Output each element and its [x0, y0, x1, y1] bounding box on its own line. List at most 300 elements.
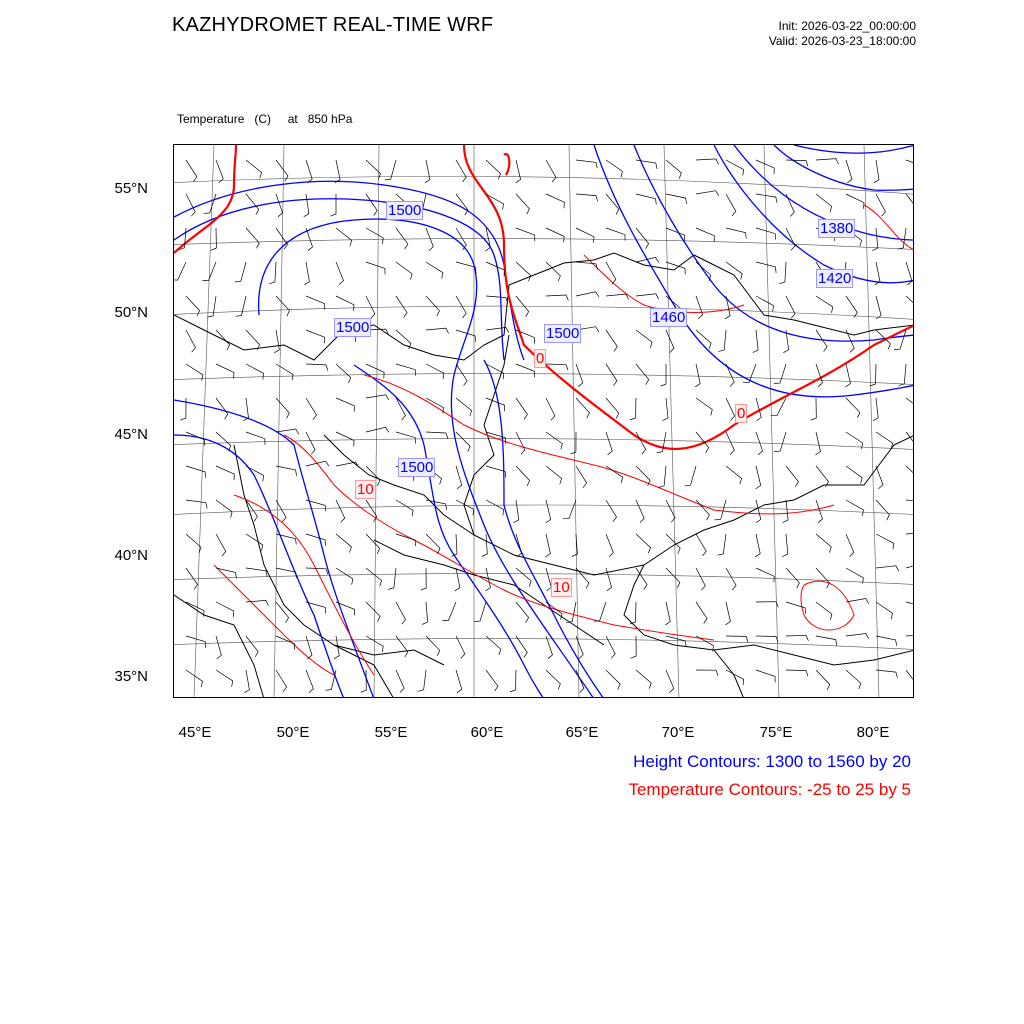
- wind-barb: [456, 398, 472, 416]
- lon-label: 70°E: [661, 724, 695, 741]
- wind-barb: [782, 534, 787, 557]
- temperature-legend: Temperature Contours: -25 to 25 by 5: [628, 780, 911, 799]
- wind-barb: [636, 432, 646, 454]
- wind-barb: [876, 670, 898, 678]
- wind-barb: [545, 534, 550, 557]
- wind-barb: [546, 295, 568, 301]
- wind-barb: [756, 228, 776, 240]
- wind-barb: [846, 296, 857, 318]
- wind-barb: [306, 228, 313, 251]
- wind-barb: [663, 398, 668, 421]
- wind-barb: [426, 500, 447, 510]
- wind-barb: [816, 466, 829, 487]
- wind-barb: [906, 563, 914, 569]
- wind-barb: [906, 398, 914, 416]
- wind-barb: [336, 296, 354, 311]
- wind-barb: [276, 602, 289, 623]
- wind-barb: [726, 160, 744, 176]
- wind-barb: [726, 602, 731, 625]
- wind-barb: [576, 670, 584, 693]
- wind-barb: [576, 636, 583, 659]
- wind-barb: [876, 466, 883, 489]
- wind-barb: [306, 364, 328, 371]
- wind-barb: [658, 466, 666, 488]
- wind-barb: [563, 500, 576, 519]
- wind-barb: [456, 160, 466, 182]
- wind-barb: [876, 534, 894, 549]
- wind-barb: [388, 568, 396, 589]
- wind-barb: [726, 466, 742, 484]
- wind-barb: [276, 364, 293, 380]
- wind-barb: [482, 534, 488, 557]
- wind-barb: [756, 466, 761, 489]
- wind-barb: [216, 602, 234, 617]
- wind-barb: [786, 296, 795, 318]
- wind-barb: [726, 262, 742, 280]
- wind-barb: [474, 602, 486, 622]
- wind-barb: [516, 466, 530, 486]
- wind-barb: [786, 670, 808, 676]
- wind-barb: [336, 228, 352, 246]
- wind-barb: [216, 636, 221, 659]
- wind-barb: [235, 262, 246, 282]
- wind-barb: [756, 636, 778, 642]
- wind-barb: [606, 330, 617, 351]
- wind-barb: [816, 568, 829, 588]
- lon-label: 45°E: [178, 724, 212, 741]
- wind-barb: [594, 602, 606, 621]
- wind-barb: [876, 194, 885, 216]
- wind-barb: [385, 160, 396, 180]
- wind-barb: [546, 398, 555, 420]
- wind-barb: [666, 330, 674, 353]
- height-legend: Height Contours: 1300 to 1560 by 20: [633, 752, 911, 771]
- wind-barb: [366, 262, 385, 275]
- wind-barb: [486, 500, 504, 516]
- wind-barb: [396, 432, 416, 444]
- wind-barb: [456, 296, 466, 318]
- wind-barb: [246, 194, 259, 215]
- wind-barb: [786, 194, 794, 217]
- lat-label: 40°N: [114, 547, 148, 564]
- wind-barb: [276, 296, 290, 316]
- wind-barb: [726, 194, 736, 216]
- wind-barb: [756, 568, 774, 582]
- wind-barb: [186, 160, 197, 182]
- wind-barb: [816, 636, 837, 646]
- wind-barb: [755, 534, 760, 557]
- field-temperature: Temperature (C) at 850 hPa: [177, 112, 353, 126]
- wind-barb: [726, 398, 735, 420]
- wind-barb: [726, 432, 734, 455]
- wind-barb: [756, 602, 778, 608]
- wind-barb: [718, 534, 727, 555]
- wind-barb: [665, 602, 670, 625]
- wind-barb: [204, 194, 216, 213]
- wind-barb: [876, 636, 897, 646]
- wind-barb: [636, 194, 656, 205]
- wind-barb: [366, 534, 380, 554]
- wind-barb: [576, 292, 599, 297]
- wind-barb: [306, 432, 315, 454]
- temperature-label: 0: [536, 350, 545, 367]
- wind-barb: [606, 294, 629, 299]
- wind-barb: [276, 398, 289, 418]
- wind-barb: [846, 634, 869, 639]
- lat-label: 50°N: [114, 304, 148, 321]
- wind-barb: [786, 635, 808, 641]
- wind-barb: [786, 466, 798, 487]
- height-label: 1500: [400, 459, 434, 476]
- graticule: [174, 145, 914, 698]
- wind-barb: [516, 568, 531, 587]
- wind-barb: [486, 364, 504, 379]
- wind-barb: [516, 364, 535, 377]
- wind-barb: [456, 466, 462, 489]
- wind-barb: [361, 670, 367, 692]
- lat-label: 45°N: [114, 426, 148, 443]
- lon-label: 60°E: [470, 724, 504, 741]
- wind-barb: [456, 364, 467, 386]
- wind-barb: [336, 432, 354, 447]
- wind-barb: [666, 568, 680, 588]
- wind-barb: [186, 534, 201, 553]
- map-title: KAZHYDROMET REAL-TIME WRF: [172, 14, 494, 36]
- wind-barb: [516, 228, 535, 241]
- wind-barb: [246, 568, 267, 577]
- wind-barb: [366, 228, 383, 244]
- wind-barb: [666, 534, 680, 554]
- wind-barb: [276, 160, 288, 181]
- wind-barb: [396, 670, 404, 693]
- wind-barb: [696, 534, 706, 556]
- wind-barb: [876, 432, 893, 449]
- wind-barb: [246, 330, 260, 350]
- wind-barb: [336, 534, 351, 553]
- wind-barb: [816, 364, 823, 387]
- wind-barb: [330, 194, 336, 216]
- wind-barb: [516, 194, 529, 214]
- wind-barb: [336, 462, 359, 467]
- wind-barb: [276, 228, 288, 249]
- wind-barb: [306, 398, 317, 420]
- wind-barb: [906, 160, 914, 173]
- wind-barb: [216, 670, 233, 687]
- wind-barb: [456, 670, 462, 693]
- height-label: 1460: [652, 309, 686, 326]
- wind-barb: [456, 432, 470, 452]
- wind-barb: [666, 194, 687, 204]
- init-time: Init: 2026-03-22_00:00:00: [778, 19, 916, 33]
- wind-barb: [576, 466, 587, 488]
- height-label: 1420: [818, 270, 852, 287]
- wind-barb: [246, 160, 262, 178]
- wind-barb: [455, 568, 460, 591]
- wind-barb: [546, 228, 564, 242]
- lon-label: 55°E: [374, 724, 408, 741]
- wind-barb: [786, 228, 795, 250]
- wind-barb: [696, 296, 703, 319]
- lat-label: 55°N: [114, 180, 148, 197]
- wind-barb: [426, 534, 440, 554]
- wind-barb: [306, 534, 326, 546]
- wind-barb: [636, 364, 649, 385]
- wind-barb: [216, 364, 234, 379]
- wind-barb: [510, 670, 516, 692]
- wind-barb: [516, 262, 531, 281]
- wind-barb: [516, 432, 525, 454]
- wind-barb: [246, 228, 259, 248]
- wind-barb: [366, 427, 389, 432]
- wind-barb: [426, 262, 443, 279]
- wind-barb: [696, 568, 705, 590]
- wind-barb: [726, 636, 748, 642]
- wind-barb: [546, 432, 562, 449]
- wind-barb: [366, 602, 380, 622]
- wind-barb: [422, 602, 427, 625]
- wind-barb: [442, 602, 456, 621]
- wind-barb: [456, 228, 466, 250]
- wind-barb: [666, 670, 674, 693]
- wind-barb: [695, 364, 700, 387]
- wind-barb: [906, 432, 914, 453]
- wind-barb: [874, 160, 879, 183]
- wind-barb: [636, 670, 651, 689]
- wind-barb: [846, 194, 864, 209]
- wind-barb: [846, 364, 851, 387]
- wind-barb: [774, 364, 786, 384]
- wind-barb: [486, 262, 504, 276]
- wind-barb: [546, 466, 562, 484]
- wind-barb: [276, 636, 294, 650]
- wind-barb: [906, 194, 914, 215]
- height-label: 1380: [820, 220, 854, 237]
- height-contours: [174, 145, 914, 698]
- wind-barb: [846, 670, 861, 689]
- wind-barb: [426, 364, 444, 379]
- wind-barb: [486, 296, 508, 303]
- wind-barb: [576, 228, 594, 243]
- wind-barb: [418, 670, 426, 691]
- wind-barb: [756, 432, 763, 455]
- wind-barb: [576, 398, 590, 418]
- wind-barb: [366, 194, 377, 216]
- wind-barb: [570, 432, 576, 454]
- wind-barb: [336, 262, 344, 285]
- wind-barb: [816, 534, 831, 553]
- wind-barb: [396, 500, 413, 516]
- wind-barb: [696, 500, 709, 520]
- wind-barb: [246, 600, 269, 606]
- wind-barb: [636, 500, 644, 523]
- wind-barb: [726, 228, 746, 239]
- wind-barb: [816, 670, 830, 690]
- wind-barb: [216, 466, 234, 480]
- wind-barb: [636, 330, 652, 348]
- valid-time: Valid: 2026-03-23_18:00:00: [768, 34, 916, 48]
- wind-barb: [336, 500, 345, 522]
- wind-barb: [630, 398, 636, 420]
- wind-barb: [576, 160, 597, 168]
- wind-barb: [186, 500, 207, 509]
- wind-barb: [276, 194, 283, 217]
- lon-label: 75°E: [759, 724, 793, 741]
- wind-barb: [753, 330, 758, 353]
- map-canvas: [174, 145, 914, 698]
- wind-barb: [636, 160, 657, 169]
- height-label: 1500: [388, 202, 422, 219]
- wind-barb: [486, 327, 509, 332]
- wind-barb: [486, 670, 498, 691]
- wind-barb: [516, 160, 521, 183]
- wind-barb: [606, 194, 619, 215]
- wind-barb: [756, 194, 777, 203]
- wind-barb: [546, 194, 564, 208]
- map-panel: [173, 144, 914, 698]
- wind-barb: [846, 398, 860, 418]
- wind-barb: [816, 432, 821, 455]
- wind-barb: [696, 159, 719, 164]
- wind-barb: [756, 262, 776, 273]
- wind-barb: [636, 228, 649, 249]
- wind-barb: [276, 534, 296, 545]
- wind-barb: [846, 500, 863, 516]
- wind-barb: [756, 670, 775, 682]
- wind-barb: [269, 262, 276, 284]
- wind-barb: [514, 500, 519, 523]
- wind-barb: [774, 432, 786, 452]
- wind-barb: [685, 466, 696, 486]
- wind-barb: [546, 160, 556, 182]
- wind-barb: [606, 228, 625, 241]
- country-borders: [174, 253, 914, 698]
- wind-barb: [816, 194, 832, 212]
- wind-barb: [306, 670, 313, 693]
- wind-barb: [846, 534, 854, 557]
- wind-barb: [274, 330, 279, 353]
- wind-barb: [636, 534, 651, 553]
- wind-barb: [276, 466, 297, 476]
- wind-barb: [306, 330, 325, 343]
- wind-barb: [426, 432, 448, 439]
- wind-barb: [211, 228, 217, 250]
- wind-barb: [846, 466, 862, 484]
- wind-barb: [576, 194, 598, 201]
- wind-barb: [906, 296, 914, 315]
- wind-barb: [396, 228, 408, 249]
- wind-barb: [876, 566, 899, 571]
- temperature-label: 10: [357, 481, 374, 498]
- wind-barb: [546, 670, 560, 689]
- wind-barb: [186, 194, 195, 216]
- wind-barb: [236, 296, 247, 316]
- wind-barb: [306, 296, 325, 310]
- wind-barb: [246, 636, 258, 657]
- wind-barb: [816, 602, 832, 620]
- wind-barb: [719, 330, 727, 352]
- wind-barb: [696, 191, 719, 196]
- wind-barb: [546, 636, 553, 659]
- wind-barb: [786, 568, 799, 588]
- wind-barb: [306, 160, 312, 183]
- wind-barb: [216, 330, 230, 350]
- wind-barb: [816, 296, 833, 313]
- wind-barb: [246, 432, 265, 445]
- lat-label: 35°N: [114, 668, 148, 685]
- wind-barb: [216, 534, 226, 556]
- wind-barb: [631, 636, 637, 658]
- wind-barb: [216, 500, 232, 518]
- wind-barb: [876, 602, 893, 619]
- wind-barb: [606, 534, 613, 557]
- wind-barb: [304, 262, 309, 285]
- wind-barb: [426, 328, 449, 333]
- wind-barb: [696, 670, 718, 676]
- wind-barb: [486, 466, 506, 478]
- wind-barb: [366, 395, 389, 400]
- height-label: 1500: [546, 325, 580, 342]
- wind-barb: [811, 398, 817, 420]
- wind-barb: [630, 602, 636, 624]
- wind-barb: [666, 160, 681, 179]
- wind-barb: [366, 568, 382, 586]
- wind-barb: [516, 398, 527, 419]
- lon-label: 65°E: [565, 724, 599, 741]
- wind-barb: [336, 364, 351, 383]
- wind-barb: [846, 160, 852, 183]
- wind-barb: [546, 500, 551, 523]
- lon-label: 80°E: [856, 724, 890, 741]
- wind-barb: [783, 500, 788, 523]
- temperature-label: 10: [553, 579, 570, 596]
- wind-barb: [216, 432, 231, 451]
- lon-label: 50°E: [276, 724, 310, 741]
- wind-barb: [186, 364, 203, 381]
- wind-barb: [816, 500, 823, 523]
- wind-barb: [421, 568, 427, 590]
- wind-barb: [696, 398, 712, 415]
- wind-barb: [726, 568, 736, 590]
- wind-barb: [304, 194, 309, 217]
- wind-barb: [306, 636, 312, 659]
- wind-barb: [336, 568, 353, 585]
- height-label: 1500: [336, 319, 370, 336]
- wind-barb: [186, 330, 196, 352]
- wind-barb: [566, 602, 576, 623]
- wind-barb: [606, 670, 620, 690]
- wind-barb: [606, 500, 617, 522]
- wind-barb: [726, 364, 734, 387]
- wind-barb: [657, 432, 666, 453]
- wind-barb: [906, 500, 914, 508]
- wind-barb: [906, 466, 914, 485]
- wind-barb: [756, 160, 774, 174]
- wind-barb: [906, 635, 914, 640]
- wind-barb: [906, 532, 914, 537]
- wind-barb: [516, 602, 529, 623]
- wind-barb: [426, 228, 433, 251]
- wind-barb: [606, 160, 622, 177]
- wind-barb: [186, 296, 200, 316]
- wind-barb: [696, 602, 707, 624]
- wind-barb: [336, 398, 354, 412]
- wind-barb: [873, 398, 878, 421]
- temperature-label: 0: [737, 405, 746, 422]
- wind-barb: [456, 636, 465, 658]
- wind-barb: [906, 670, 914, 691]
- wind-barb: [779, 262, 786, 284]
- wind-barb: [906, 602, 914, 613]
